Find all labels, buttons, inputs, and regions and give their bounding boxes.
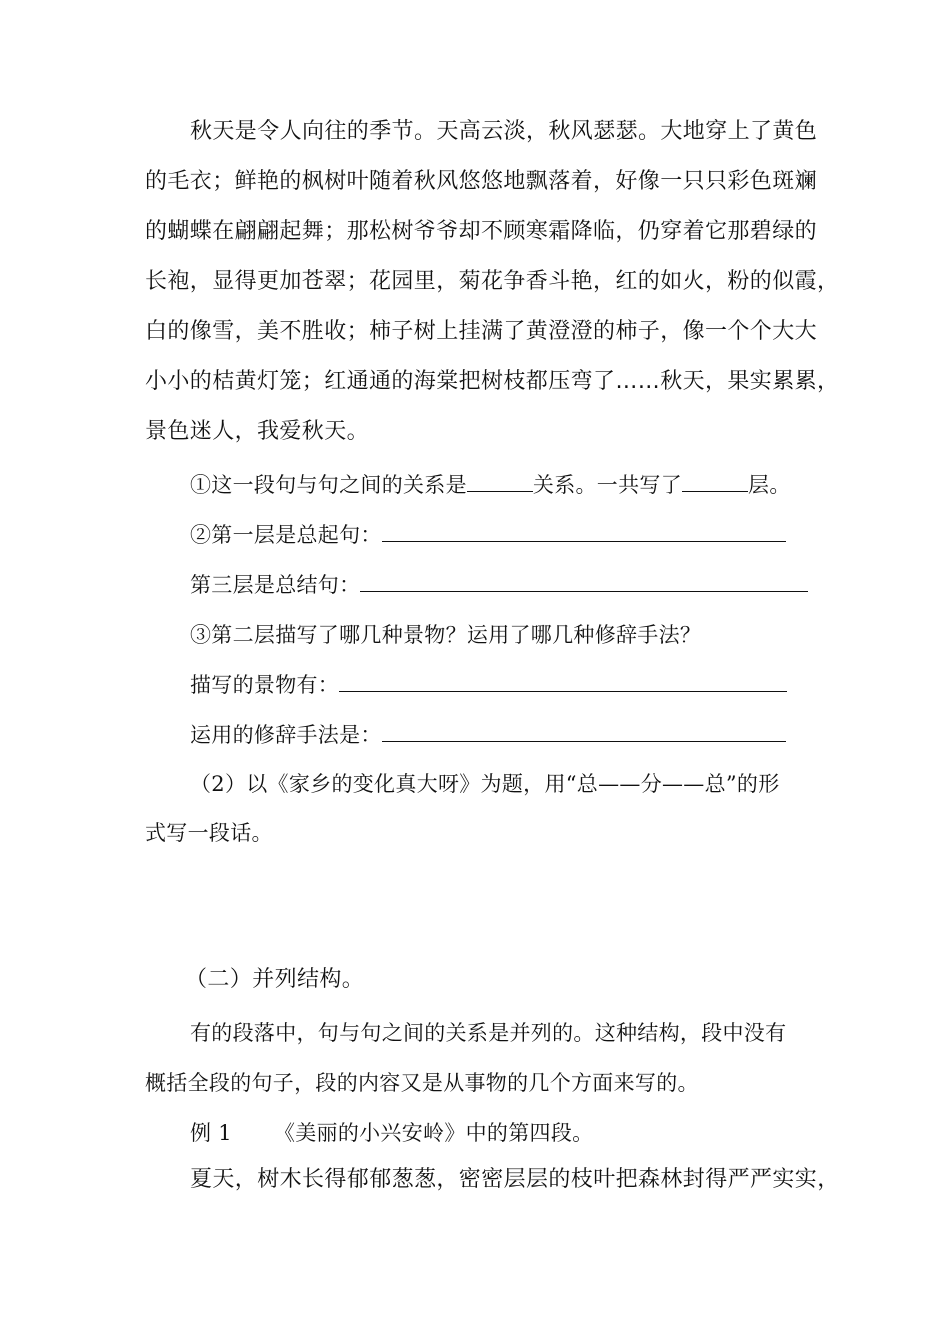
question-2-text: ②第一层是总起句： [190, 523, 382, 547]
question-1-text-c: 层。 [748, 473, 791, 497]
question-3a-text: 描写的景物有： [190, 673, 340, 697]
passage-line-3: 的蝴蝶在翩翩起舞；那松树爷爷却不顾寒霜降临，仍穿着它那碧绿的 [145, 219, 818, 244]
writing-task-line-1: （2）以《家乡的变化真大呀》为题，用“总——分——总”的形 [190, 772, 780, 796]
question-3b [190, 715, 786, 755]
question-3: ③第二层描写了哪几种景物？运用了哪几种修辞手法？ [190, 623, 702, 647]
question-2b-text: 第三层是总结句： [190, 573, 361, 597]
question-1-text-a: ①这一段句与句之间的关系是 [190, 473, 467, 497]
question-1-text-b: 关系。一共写了 [532, 473, 683, 497]
passage-line-1: 秋天是令人向往的季节。天高云淡，秋风瑟瑟。大地穿上了黄色 [190, 119, 818, 144]
answer-blank-closing-sentence[interactable] [360, 565, 808, 592]
section-intro-line-1: 有的段落中，句与句之间的关系是并列的。这种结构，段中没有 [190, 1021, 787, 1045]
question-2b [190, 565, 808, 605]
passage-line-7: 景色迷人，我爱秋天。 [145, 419, 370, 444]
example-label: 例 1 [190, 1121, 232, 1145]
example-source: 《美丽的小兴安岭》中的第四段。 [273, 1121, 594, 1145]
question-2 [190, 515, 786, 555]
answer-blank-layer-count[interactable] [682, 465, 748, 492]
passage-line-5: 白的像雪，美不胜收；柿子树上挂满了黄澄澄的柿子，像一个个大大 [145, 319, 818, 344]
example-text-line-1: 夏天，树木长得郁郁葱葱，密密层层的枝叶把森林封得严严实实， [190, 1167, 840, 1192]
section-heading: （二）并列结构。 [185, 967, 365, 992]
passage-line-2: 的毛衣；鲜艳的枫树叶随着秋风悠悠地飘落着，好像一只只彩色斑斓 [145, 169, 818, 194]
question-3a [190, 665, 787, 705]
question-1 [190, 465, 791, 505]
question-3b-text: 运用的修辞手法是： [190, 723, 382, 747]
answer-blank-rhetoric[interactable] [382, 715, 786, 742]
section-intro-line-2: 概括全段的句子，段的内容又是从事物的几个方面来写的。 [145, 1071, 699, 1095]
answer-blank-scenery[interactable] [339, 665, 787, 692]
writing-task-line-2: 式写一段话。 [145, 821, 273, 845]
passage-line-6: 小小的桔黄灯笼；红通通的海棠把树枝都压弯了……秋天，果实累累， [145, 369, 840, 394]
example-line [190, 1113, 593, 1153]
answer-blank-opening-sentence[interactable] [382, 515, 786, 542]
answer-blank-relation[interactable] [467, 465, 533, 492]
passage-line-4: 长袍，显得更加苍翠；花园里，菊花争香斗艳，红的如火，粉的似霞， [145, 269, 840, 294]
